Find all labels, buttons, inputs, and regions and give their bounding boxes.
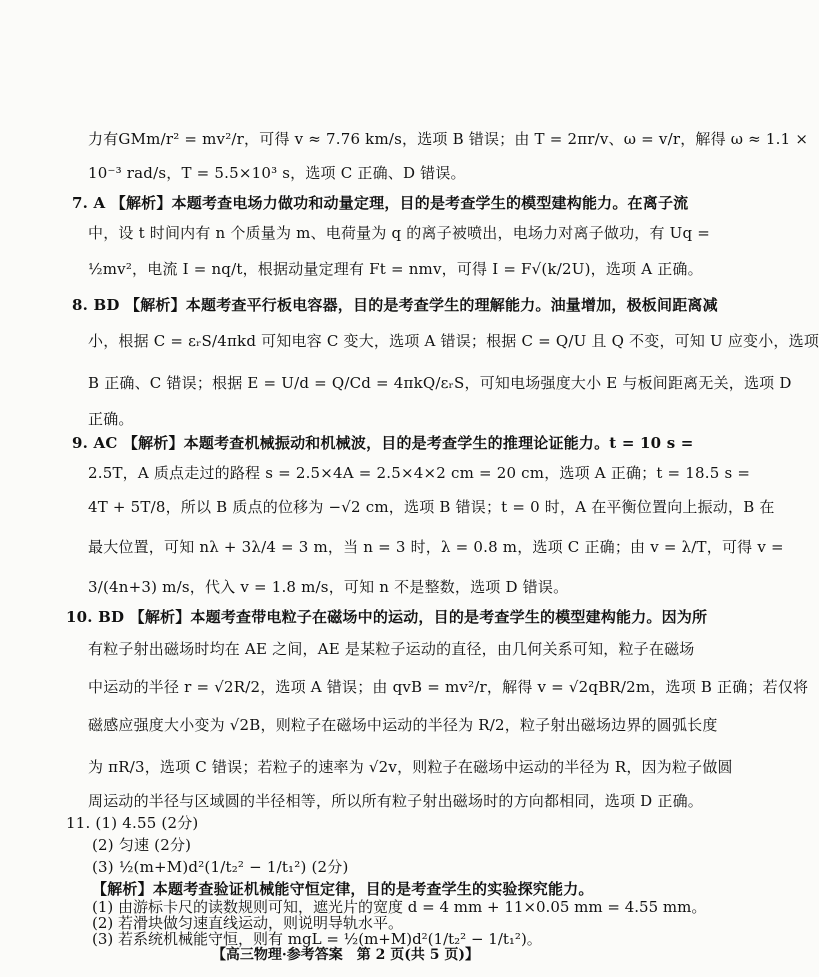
text-line: 磁感应强度大小变为 √2B，则粒子在磁场中运动的半径为 R/2，粒子射出磁场边界的圆弧长度 <box>88 716 718 734</box>
text-line: 10⁻³ rad/s，T = 5.5×10³ s，选项 C 正确、D 错误。 <box>88 164 466 182</box>
text-line: 力有GMm/r² = mv²/r，可得 v ≈ 7.76 km/s，选项 B 错误；由 T = 2πr/v、ω = v/r，解得 ω ≈ 1.1 × <box>88 130 809 148</box>
text-line: 小，根据 C = εᵣS/4πkd 可知电容 C 变大，选项 A 错误；根据 C = Q/U 且 Q 不变，可知 U 应变小，选项 <box>88 332 819 350</box>
text-line: 为 πR/3，选项 C 错误；若粒子的速率为 √2v，则粒子在磁场中运动的半径为 R，因为粒子做圆 <box>88 758 733 776</box>
question-11-answer-2: (2) 匀速 (2分) <box>92 836 192 854</box>
question-8-header: 8. BD 【解析】本题考查平行板电容器，目的是考查学生的理解能力。油量增加，极板间距离减 <box>72 296 718 314</box>
question-7-header: 7. A 【解析】本题考查电场力做功和动量定理，目的是考查学生的模型建构能力。在离子流 <box>72 194 689 212</box>
question-10-header: 10. BD 【解析】本题考查带电粒子在磁场中的运动，目的是考查学生的模型建构能力。因为所 <box>66 608 708 626</box>
question-11-answer-3: (3) ½(m+M)d²(1/t₂² − 1/t₁²) (2分) <box>92 858 349 876</box>
text-line: 正确。 <box>88 410 134 428</box>
text-line: 4T + 5T/8，所以 B 质点的位移为 −√2 cm，选项 B 错误；t = 0 时，A 在平衡位置向上振动，B 在 <box>88 498 775 516</box>
text-line: 周运动的半径与区域圆的半径相等，所以所有粒子射出磁场时的方向都相同，选项 D 正确。 <box>88 792 703 810</box>
question-11-answer-1: 11. (1) 4.55 (2分) <box>66 814 199 832</box>
text-line: 3/(4n+3) m/s，代入 v = 1.8 m/s，可知 n 不是整数，选项 D 错误。 <box>88 578 569 596</box>
text-line: 中运动的半径 r = √2R/2，选项 A 错误；由 qvB = mv²/r，解得 v = √2qBR/2m，选项 B 正确；若仅将 <box>88 678 809 696</box>
analysis-line-3: (3) 若系统机械能守恒，则有 mgL = ½(m+M)d²(1/t₂² − 1/t₁²)。 <box>92 930 542 948</box>
text-line: ½mv²，电流 I = nq/t，根据动量定理有 Ft = nmv，可得 I = F√(k/2U)，选项 A 正确。 <box>88 260 703 278</box>
text-line: B 正确、C 错误；根据 E = U/d = Q/Cd = 4πkQ/εᵣS，可知电场强度大小 E 与板间距离无关，选项 D <box>88 374 792 392</box>
text-line: 2.5T，A 质点走过的路程 s = 2.5×4A = 2.5×4×2 cm = 20 cm，选项 A 正确；t = 18.5 s = <box>88 464 751 482</box>
question-9-header: 9. AC 【解析】本题考查机械振动和机械波，目的是考查学生的推理论证能力。t = 10 s = <box>72 434 694 452</box>
page-footer: 【高三物理·参考答案 第 2 页(共 5 页)】 <box>211 947 480 963</box>
text-line: 最大位置，可知 nλ + 3λ/4 = 3 m，当 n = 3 时，λ = 0.8 m，选项 C 正确；由 v = λ/T，可得 v = <box>88 538 784 556</box>
question-11-analysis-header: 【解析】本题考查验证机械能守恒定律，目的是考查学生的实验探究能力。 <box>92 880 594 898</box>
analysis-line-2: (2) 若滑块做匀速直线运动，则说明导轨水平。 <box>92 914 404 932</box>
analysis-line-1: (1) 由游标卡尺的读数规则可知，遮光片的宽度 d = 4 mm + 11×0.05 mm = 4.55 mm。 <box>92 898 707 916</box>
text-line: 有粒子射出磁场时均在 AE 之间，AE 是某粒子运动的直径，由几何关系可知，粒子在磁场 <box>88 640 695 658</box>
text-line: 中，设 t 时间内有 n 个质量为 m、电荷量为 q 的离子被喷出，电场力对离子做功，有 Uq = <box>88 224 711 242</box>
